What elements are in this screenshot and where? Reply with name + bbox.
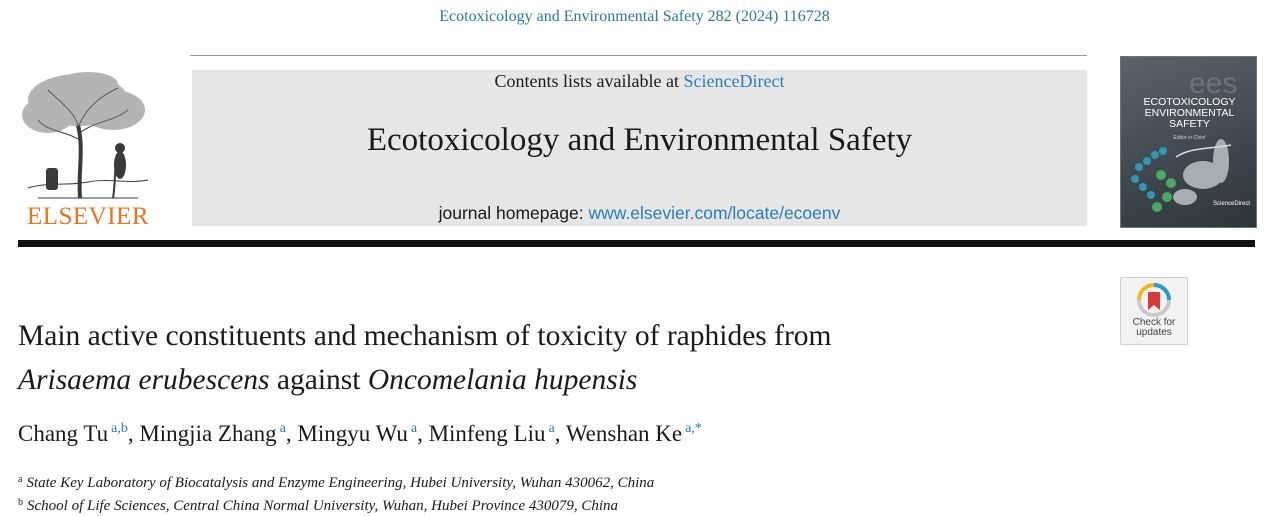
- author-affiliation-mark[interactable]: a,b: [111, 421, 128, 436]
- author-separator: ,: [417, 421, 423, 446]
- check-for-updates-button[interactable]: [1120, 277, 1188, 345]
- author-affiliation-mark[interactable]: a: [410, 421, 418, 436]
- title-species-1: Arisaema erubescens: [18, 364, 270, 396]
- header-divider: [190, 55, 1087, 56]
- homepage-link[interactable]: www.elsevier.com/locate/ecoenv: [588, 203, 841, 223]
- title-text-1: Main active constituents and mechanism of toxicity of raphides from: [18, 320, 832, 352]
- publisher-logo[interactable]: [18, 70, 158, 230]
- author-separator: ,: [285, 421, 292, 446]
- affiliation-item: [18, 493, 654, 516]
- homepage-prefix: journal homepage:: [438, 203, 584, 223]
- journal-cover[interactable]: [1120, 56, 1257, 228]
- title-text-2: against: [276, 364, 361, 396]
- svg-text:ees: ees: [1189, 67, 1238, 100]
- cover-sciencedirect: ScienceDirect: [1212, 201, 1250, 207]
- contents-prefix: Contents lists available at: [494, 71, 679, 91]
- author-affiliation-mark[interactable]: a: [548, 421, 555, 436]
- elsevier-tree-icon: [18, 70, 158, 200]
- crossmark-icon: [1135, 283, 1173, 317]
- author-name[interactable]: Wenshan Ke: [565, 421, 683, 446]
- author-name[interactable]: Mingjia Zhang: [139, 421, 277, 446]
- masthead-rule: [18, 240, 1255, 247]
- author-separator: ,: [554, 421, 561, 446]
- title-species-2: Oncomelania hupensis: [367, 364, 638, 396]
- author-name[interactable]: Mingyu Wu: [297, 421, 408, 446]
- affiliation-text: School of Life Sciences, Central China Normal University, Wuhan, Hubei Province 430079, China: [27, 498, 619, 514]
- journal-banner: [192, 70, 1087, 226]
- cover-editor: Editor-in-Chief: [1173, 135, 1206, 141]
- author-affiliation-mark[interactable]: a,*: [685, 421, 702, 436]
- contents-line: [192, 71, 1087, 92]
- affiliation-mark: a: [18, 474, 23, 485]
- publisher-name: ELSEVIER: [26, 203, 150, 230]
- affiliation-mark: b: [18, 497, 23, 508]
- sciencedirect-link[interactable]: ScienceDirect: [683, 71, 785, 91]
- author-name[interactable]: Chang Tu: [18, 421, 109, 446]
- check-for-updates-label: Check for updates: [1132, 317, 1176, 338]
- affiliation-item: [18, 470, 654, 493]
- affiliation-list: [18, 470, 654, 516]
- journal-citation[interactable]: Ecotoxicology and Environmental Safety 282 (2024) 116728: [439, 8, 830, 25]
- author-affiliation-mark[interactable]: a: [279, 421, 286, 436]
- homepage-line: [192, 203, 1087, 224]
- author-list: [18, 421, 702, 447]
- cover-title: ECOTOXICOLOGY ENVIRONMENTAL SAFETY: [1143, 96, 1236, 130]
- author-separator: ,: [127, 421, 134, 446]
- author-name[interactable]: Minfeng Liu: [428, 421, 546, 446]
- affiliation-text: State Key Laboratory of Biocatalysis and Enzyme Engineering, Hubei University, Wuhan 430062, China: [26, 475, 655, 491]
- journal-title: Ecotoxicology and Environmental Safety: [366, 122, 913, 158]
- article-title: [18, 314, 1098, 402]
